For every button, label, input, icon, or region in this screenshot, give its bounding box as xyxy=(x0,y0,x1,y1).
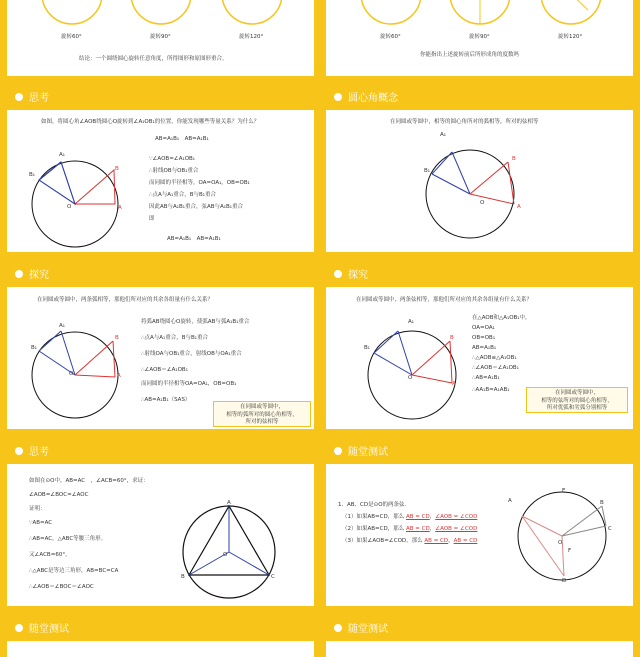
quiz-item: （3）如果∠AOB=∠COD，那么 AB = CD，AB = CD xyxy=(342,538,478,544)
label-a1: A₁ xyxy=(59,152,65,158)
slide-central-angle xyxy=(326,86,633,252)
slide-header xyxy=(7,263,314,287)
quiz-question: 1．AB、CD是⊙O的两条弦. xyxy=(338,502,407,508)
proof-line: 因此AB与A₁B₁重合，弦AB与A₁B₁重合 xyxy=(149,204,243,210)
quiz-item: （1）如果AB=CD，那么 AB = CD，∠AOB = ∠COD xyxy=(342,514,478,520)
label-o: O xyxy=(67,204,72,210)
proof-line: ∴AB=A₁B₁（SAS） xyxy=(141,397,191,403)
label-b1: B₁ xyxy=(424,168,430,174)
caption-120: 旋转120° xyxy=(558,34,583,40)
proof-line: ∴∠AOB＝∠A₁OB₁ xyxy=(141,367,188,373)
label-o: O xyxy=(223,552,228,558)
bullet-icon xyxy=(13,445,25,457)
slide-title: 思考 xyxy=(29,93,49,104)
triangle-diagram xyxy=(179,488,289,598)
slide-header xyxy=(326,263,633,287)
slide-header xyxy=(326,86,633,110)
proof-line: ∴点A与A₁重合，B与B₁重合 xyxy=(149,192,216,198)
proof-line: OB=OB₁ xyxy=(472,335,496,341)
label-e: E xyxy=(562,488,566,494)
bullet-icon xyxy=(13,91,25,103)
bullet-icon xyxy=(332,91,344,103)
label-b: B xyxy=(115,166,119,172)
label-f: F xyxy=(568,548,572,554)
proof-line: AB=A₁B₁ xyxy=(472,345,497,351)
proof-line: ∴射线OB与OB₁重合 xyxy=(149,168,199,174)
slide-title: 探究 xyxy=(29,270,49,281)
proof-line: AB=A₁B₁ AB=A₁B₁ xyxy=(167,236,221,242)
proof-line: ∴AB=AC，△ABC等腰三角形。 xyxy=(29,536,107,542)
proof-line: ∴△AOB≌△A₁OB₁ xyxy=(472,355,517,361)
label-c: C xyxy=(271,574,275,580)
slide-explore-chord xyxy=(326,263,633,429)
proof-line: 而同圆的半径相等OA=OA₁，OB=OB₁ xyxy=(141,381,237,387)
label-a1: A₁ xyxy=(408,319,414,325)
label-o: O xyxy=(558,540,563,546)
conclusion-text: 结论：一个圆绕圆心旋转任意角度，所得图形和原图形重合。 xyxy=(79,56,228,62)
concept-text: 在同圆或等圆中，相等的圆心角所对的弧相等，所对的弦相等 xyxy=(390,119,539,125)
circle-diagram xyxy=(25,136,145,252)
caption-90: 旋转90° xyxy=(469,34,490,40)
label-b: B xyxy=(600,500,604,506)
caption-90: 旋转90° xyxy=(150,34,171,40)
label-b: B xyxy=(512,156,516,162)
bullet-icon xyxy=(332,268,344,280)
proof-line: ∠AOB=∠BOC=∠AOC xyxy=(29,492,89,498)
conclusion-note: 在同圆或等圆中， 相等的弦所对的圆心角相等， 所对优弧和劣弧分别相等 xyxy=(526,387,628,413)
label-a: A xyxy=(517,204,521,210)
bullet-icon xyxy=(13,268,25,280)
slide-title: 思考 xyxy=(29,447,49,458)
label-b: B xyxy=(181,574,185,580)
label-a1: A₁ xyxy=(440,132,446,138)
proof-line: 即 xyxy=(149,216,155,222)
label-c: C xyxy=(608,526,612,532)
slide-think-2 xyxy=(7,440,314,606)
slide-quiz-2 xyxy=(7,617,314,657)
slide-explore-arc xyxy=(7,263,314,429)
proof-line: ∴△ABC是等边三角形，AB=BC=CA xyxy=(29,568,119,574)
proof-line: 证明： xyxy=(29,506,46,512)
bullet-icon xyxy=(332,445,344,457)
slide-header xyxy=(326,440,633,464)
slide-title: 随堂测试 xyxy=(348,447,388,458)
proof-line: 又∠ACB=60°， xyxy=(29,552,71,558)
slide-quiz-1 xyxy=(326,440,633,606)
circle-diagram xyxy=(358,313,488,429)
proof-line: ∴射线OA与OB₁重合，射线OB与OA₁重合 xyxy=(141,351,242,357)
label-a: A xyxy=(227,500,231,506)
proof-line: ∴∠AOB＝∠BOC＝∠AOC xyxy=(29,584,94,590)
slide-title: 随堂测试 xyxy=(348,624,388,635)
slide-rotation-left xyxy=(7,0,314,76)
label-o: O xyxy=(408,375,413,381)
proof-line: 将弧AB绕圆心O旋转，使弧AB与弧A₁B₁重合 xyxy=(141,319,250,325)
question-text: 如图，将圆心角∠AOB绕圆心O旋转到∠A₁OB₁的位置，你能发现哪些等量关系？为什么？ xyxy=(41,119,260,125)
proof-line: ∴AA₁B=A₁AB₁ xyxy=(472,387,510,393)
circle-diagram xyxy=(416,134,556,252)
label-o: O xyxy=(69,371,74,377)
slide-rotation-right xyxy=(326,0,633,76)
conclusion-note: 在同圆或等圆中， 相等的弧所对的圆心角相等， 所对的弦相等 xyxy=(213,401,311,427)
label-a: A xyxy=(452,381,456,387)
label-a1: A₁ xyxy=(59,323,65,329)
proof-line: 而同圆的半径相等，OA=OA₁，OB=OB₁ xyxy=(149,180,250,186)
label-b1: B₁ xyxy=(31,345,37,351)
question-text: 在同圆或等圆中，两条弦相等，那他们所对应的其余各组量有什么关系？ xyxy=(356,297,533,303)
quiz-item: （2）如果AB=CD，那么 AB = CD，∠AOB = ∠COD xyxy=(342,526,478,532)
caption-120: 旋转120° xyxy=(239,34,264,40)
question-text: 在同圆或等圆中，两条弧相等，那他们所对应的其余各组量有什么关系？ xyxy=(37,297,214,303)
slide-header xyxy=(7,86,314,110)
prompt-text: 你能指出上述旋转前后所形成角的度数吗 xyxy=(420,52,520,58)
label-d: D xyxy=(562,578,567,584)
proof-line: ∵AB=AC xyxy=(29,520,53,526)
bullet-icon xyxy=(13,622,25,634)
quiz-circle-diagram xyxy=(512,486,622,596)
slide-header xyxy=(7,440,314,464)
slide-quiz-3 xyxy=(326,617,633,657)
slide-header xyxy=(326,617,633,641)
label-a: A xyxy=(118,205,122,211)
proof-line: ∴点A与A₁重合，B与B₁重合 xyxy=(141,335,208,341)
proof-line: 在△AOB和△A₁OB₁中， xyxy=(472,315,531,321)
slide-title: 圆心角概念 xyxy=(348,93,398,104)
label-a: A xyxy=(508,498,512,504)
slide-title: 探究 xyxy=(348,270,368,281)
label-b1: B₁ xyxy=(364,345,370,351)
label-o: O xyxy=(480,200,485,206)
slide-header xyxy=(7,617,314,641)
slide-title: 随堂测试 xyxy=(29,624,69,635)
slide-think-1 xyxy=(7,86,314,252)
caption-60: 旋转60° xyxy=(380,34,401,40)
proof-line: 如图在⊙O中，AB=AC ，∠ACB=60°，求证： xyxy=(29,478,149,484)
proof-line: AB=A₁B₁ AB=A₁B₁ xyxy=(155,136,209,142)
bullet-icon xyxy=(332,622,344,634)
proof-line: ∴∠AOB＝∠A₁OB₁ xyxy=(472,365,519,371)
label-a: A xyxy=(117,373,121,379)
proof-line: ∵∠AOB=∠A₁OB₁ xyxy=(149,156,196,162)
caption-60: 旋转60° xyxy=(61,34,82,40)
circle-diagram xyxy=(25,313,145,429)
label-b1: B₁ xyxy=(29,172,35,178)
label-b: B xyxy=(115,335,119,341)
label-b: B xyxy=(450,335,454,341)
proof-line: OA=OA₁ xyxy=(472,325,495,331)
proof-line: ∴AB=A₁B₁ xyxy=(472,375,500,381)
